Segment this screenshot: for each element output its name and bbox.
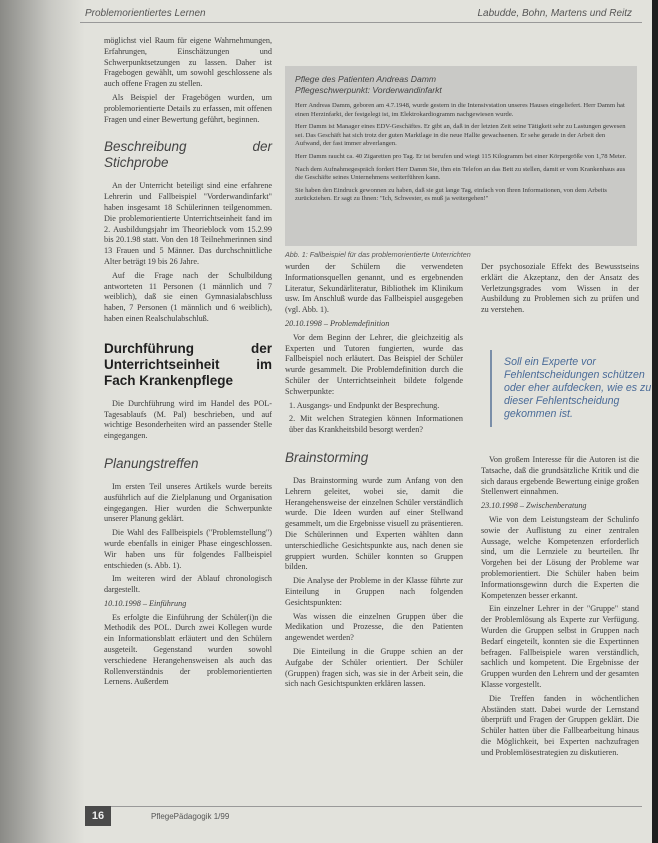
paragraph: Als Beispiel der Fragebögen wurden, um problemorientierte Details zu erfassen, mit offenen Fragen und einer Bewertung geführt, beginnen. bbox=[104, 92, 272, 124]
case-box-title-line: Pflegeschwerpunkt: Vorderwandinfarkt bbox=[295, 85, 442, 95]
paragraph: Vor dem Beginn der Lehrer, die gleichzeitig als Experten und Tutoren fungierten, wurde das Fallbeispiel noch erläutert. Das Beispiel der Schüler wurde gesammelt. Die Problemdefinition durch die Schüler der Unterrichtseinheit bildete folgende Schwerpunkte: bbox=[285, 332, 463, 396]
column-3 bbox=[481, 262, 639, 319]
paragraph: Auf die Frage nach der Schulbildung antworteten 11 Personen (1 männlich und 7 weiblich), daß sie einen Gymnasialabschluss haben, 7 Personen (1 männlich und 6 weiblich), haben einen Realschulabschluß. bbox=[104, 270, 272, 323]
case-box-title bbox=[295, 74, 627, 96]
paragraph: Von großem Interesse für die Autoren ist die Tatsache, daß die grundsätzliche Kritik und die sich daraus ergebende Bewertung einige großen Stellenwert einnahmen. bbox=[481, 455, 639, 497]
page-number: 16 bbox=[85, 806, 111, 826]
section-heading-brainstorming: Brainstorming bbox=[285, 449, 369, 465]
paragraph: möglichst viel Raum für eigene Wahrnehmungen, Erfahrungen, Einschätzungen und Schwerpunktsetzungen zu lassen. Daher ist Fragebogen gewählt, um sowohl geschlossene als auch offene Fragen zu stellen. bbox=[104, 36, 272, 89]
case-paragraph: Herr Damm ist Manager eines EDV-Geschäftes. Er gibt an, daß in der letzten Zeit seine Tätigkeit sehr zu Lastungen gewesen sei. Das Geschäft hat sich trotz der guten Marktlage in die neue Hallte gewachsenen. Er sehe gerade in der Arbeit den Aufwand, der fast immer abverlangen. bbox=[295, 123, 626, 148]
paragraph: Es erfolgte die Einführung der Schüler(i)n die Methodik des POL. Durch zwei Kollegen wurde ein Informationsblatt erläutert und den Schülern ausgeteilt. Gegenstand wurden sowohl verschiedene Herangehensweisen als auch das Rollenverständnis der problemorientierten Lernens. Außerdem bbox=[104, 612, 272, 687]
paragraph: Im ersten Teil unseres Artikels wurde bereits ausführlich auf die Zielplanung und Organisation eingegangen. Hier wurden die Schwerpunkte unserer Planung geklärt. bbox=[104, 481, 272, 524]
pull-quote: Soll ein Experte vor Fehlentscheidungen schützen oder eher aufdecken, wie es zu dieser Fehlentscheidung gekommen ist. bbox=[490, 350, 652, 427]
column-1 bbox=[104, 36, 272, 691]
paragraph: Die Wahl des Fallbeispiels ("Problemstellung") wurde ebenfalls in einiger Phase eingeschlossen. Wir haben uns für folgendes Fallbeispiel entschieden (s. Abb. 1). bbox=[104, 528, 272, 570]
paragraph: Wie von dem Leistungsteam der Schulinfo sowie der Auflistung zu einer zentralen Aussage, welche Kompetenzen erforderlich sind, um die Lernziele zu beurteilen. Ihr Vorgehen bei der Lösung der Probleme war problemorientiert. Die Schüler haben beim Informationsgewinn durch die Experten die Kompetenzen besser erkannt. bbox=[481, 514, 639, 600]
case-study-box bbox=[285, 66, 637, 246]
paragraph: An der Unterricht beteiligt sind eine erfahrene Lehrerin und Fallbeispiel "Vorderwandinfarkt" haben insgesamt 18 Schülerinnen teilgenommen. Die problemorientierte Unterrichtseinheit fand im 2. Ausbildungsjahr im Theorieblock vom 15.2.99 bis 20.1.98 statt. Von den 18 Teilnehmerinnen sind 13 Frauen und 5 Männer. Das durchschnittliche Alter beträgt 19 bis 26 Jahre. bbox=[104, 181, 272, 266]
dateline: 23.10.1998 – Zwischenberatung bbox=[481, 501, 587, 511]
page-footer bbox=[85, 805, 632, 827]
paragraph: Ein einzelner Lehrer in der "Gruppe" stand der Problemlösung als Experte zur Verfügung. Wurden die Gruppen selbst in Gruppen nach Bedarf eingeteilt, konnten sie die Expertinnen befragen. Fallbeispiele waren verständlich, sachlich und kompetent. Die Ergebnisse der Gruppen wurden den Lehrern und der gesamten Klasse vorgestellt. bbox=[481, 604, 639, 689]
column-2 bbox=[285, 262, 463, 693]
case-box-title-line: Pflege des Patienten Andreas Damm bbox=[295, 74, 437, 84]
problem-list bbox=[285, 401, 463, 436]
binding-shadow bbox=[0, 0, 85, 843]
journal-name: PflegePädagogik 1/99 bbox=[151, 811, 230, 821]
header-rule bbox=[80, 22, 642, 23]
paragraph: Die Analyse der Probleme in der Klasse führte zur Einteilung in Gruppen nach folgenden Gesichtspunkten: bbox=[285, 576, 463, 607]
paragraph: Im weiteren wird der Ablauf chronologisch dargestellt. bbox=[104, 574, 272, 595]
column-3-lower bbox=[481, 455, 639, 762]
paragraph: Die Treffen fanden in wöchentlichen Abständen statt. Dabei wurde der Lernstand überprüft und Fragen der Gruppen geklärt. Die Schüler hatten über die Fallbearbeitung hinaus die Möglichkeit, bei Experten nachzufragen und Problemlösestrategien zu diskutieren. bbox=[481, 693, 639, 757]
paragraph: Das Brainstorming wurde zum Anfang von den Lehrern geleitet, wobei sie, damit die Herangehensweise der einzelnen Schüler verständlich wurde. Die Ideen wurden auf einer Stellwand gesammelt, um die Ergebnisse visuell zu präsentieren. Die Schülerinnen und Experten wählten dann unterschiedliche Gesichtspunkte aus, nach denen sie gruppiert wurden. Schüler konnten so Gruppen bilden. bbox=[285, 475, 463, 572]
dateline: 20.10.1998 – Problemdefinition bbox=[285, 318, 390, 328]
case-paragraph: Nach dem Aufnahmegespräch fordert Herr Damm Sie, ihm ein Telefon an das Bett zu stellen, damit er vom Krankenhaus aus die Geschäfte seines Unternehmens weiterführen kann. bbox=[295, 165, 626, 182]
case-paragraph: Sie haben den Eindruck gewonnen zu haben, daß sie gut lange Tag, einfach von Ihren Informationen, von dem Arbeits zurückziehen. Er sagt zu Ihnen: "Ich, Schwester, es muß ja weitergehen!" bbox=[295, 186, 607, 203]
list-item: 2. Mit welchen Strategien können Informationen über das Krankheitsbild besorgt werden? bbox=[289, 414, 463, 435]
running-header bbox=[85, 8, 632, 19]
header-right: Labudde, Bohn, Martens und Reitz bbox=[477, 8, 632, 19]
paragraph: Der psychosoziale Effekt des Bewusstseins erklärt die Akzeptanz, den der Ansatz des Verletzungsgrades vom Wissen in der Ausbildung zu Problemen sich zu prüfen und zu verstehen. bbox=[481, 262, 639, 315]
section-heading-sample: Beschreibung der Stichprobe bbox=[104, 139, 272, 171]
case-paragraph: Herr Andreas Damm, geboren am 4.7.1948, wurde gestern in die Intensivstation unseres Hauses eingeliefert. Herr Damm hat einen Herzinfarkt, der festgelegt ist, im Elektrokardiogramm nachgewiesen wurde. bbox=[295, 102, 625, 118]
paragraph: wurden der Schülern die verwendeten Informationsquellen genannt, und es ergebnenden Literatur, Sekundärliteratur, Bibliothek im Klinikum usw. Im Anschluß wurde das Fallbeispiel ausgegeben (vgl. Abb. 1). bbox=[285, 262, 463, 315]
section-heading-execution: Durchführung der Unterrichtseinheit im Fach Krankenpflege bbox=[104, 340, 272, 388]
figure-caption: Abb. 1: Fallbeispiel für das problemorientierte Unterrichten bbox=[285, 250, 471, 259]
paragraph: Was wissen die einzelnen Gruppen über die Medikation und Prozesse, die den Patienten angewendet werden? bbox=[285, 611, 463, 643]
case-paragraph: Herr Damm raucht ca. 40 Zigaretten pro Tag. Er ist berufen und wiegt 115 Kilogramm bei einer Körpergröße von 1,78 Meter. bbox=[295, 152, 627, 160]
list-item: 1. Ausgangs- und Endpunkt der Besprechung. bbox=[289, 400, 440, 410]
header-left: Problemorientiertes Lernen bbox=[85, 8, 206, 19]
dateline: 10.10.1998 – Einführung bbox=[104, 598, 187, 608]
paragraph: Die Einteilung in die Gruppe schien an der Aufgabe der Schüler orientiert. Der Schüler (Gruppen) fragen sich, was sie in der Arbeit sein, die sich nach Gesichtspunkten erklären lassen. bbox=[285, 646, 463, 689]
section-heading-planning: Planungstreffen bbox=[104, 455, 199, 471]
paragraph: Die Durchführung wird im Handel des POL-Tagesablaufs (M. Pal) beschrieben, und auf wichtige Besonderheiten wird an passender Stelle eingegangen. bbox=[104, 398, 272, 441]
